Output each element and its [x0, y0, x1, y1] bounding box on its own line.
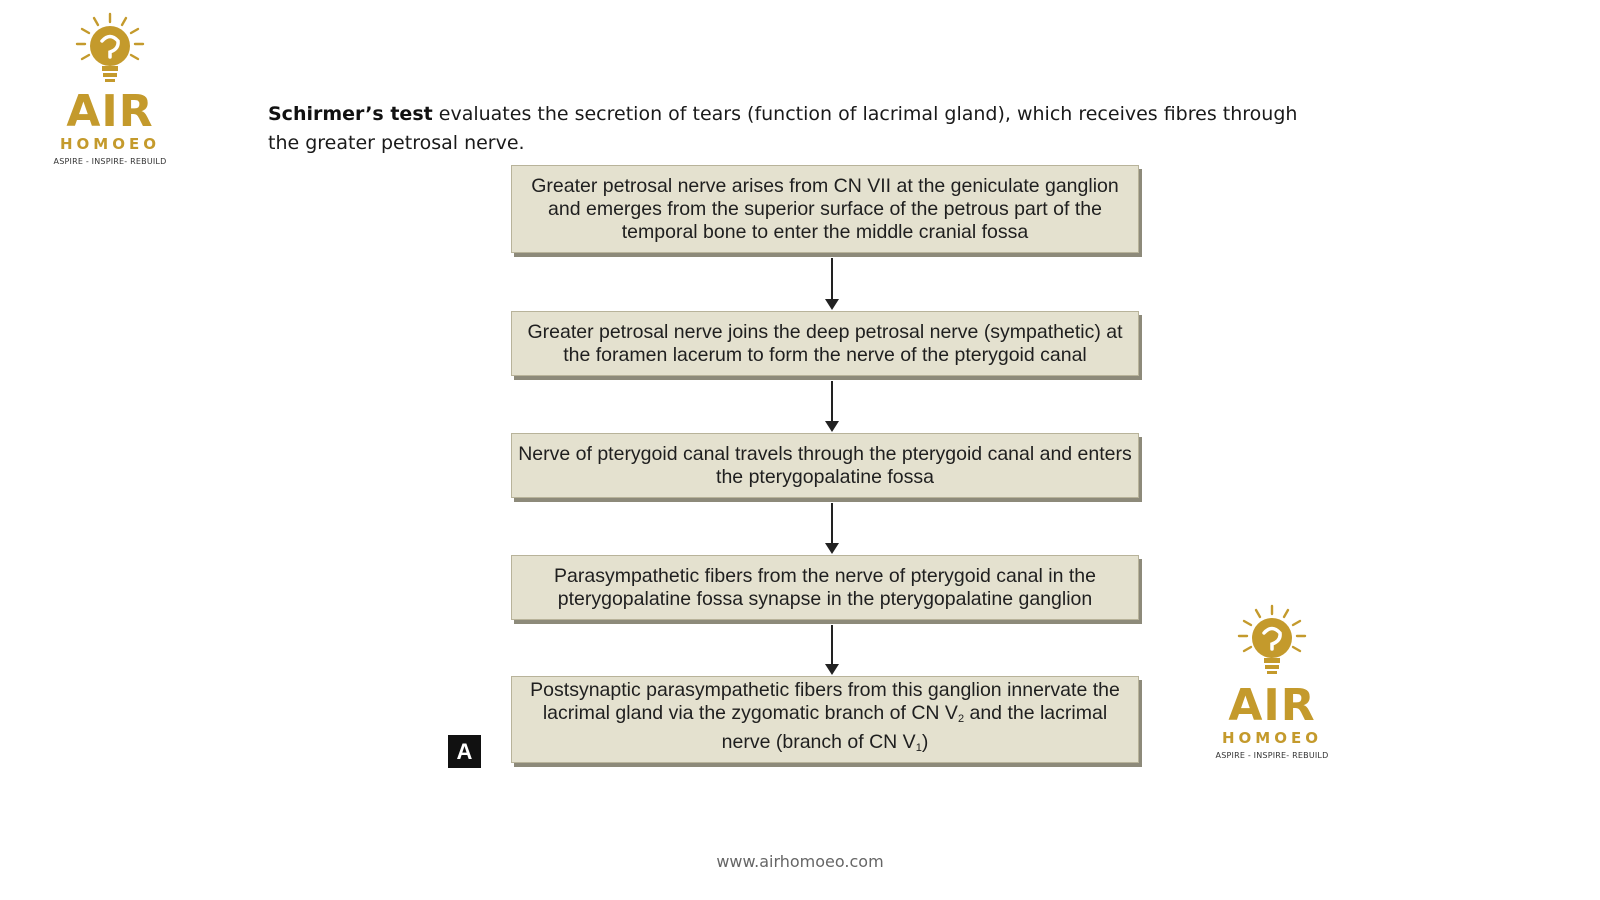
intro-paragraph	[268, 100, 1328, 158]
brand-tagline: ASPIRE - INSPIRE- REBUILD	[1215, 751, 1329, 760]
flow-step-5	[511, 676, 1139, 763]
flow-step-5-part1: Postsynaptic parasympathetic fibers from this ganglion innervate the lacrimal gland via the zygomatic branch of CN V	[530, 679, 1120, 724]
down-arrow-icon	[831, 258, 833, 308]
footer-url: www.airhomoeo.com	[716, 852, 884, 871]
brand-name: AIR	[1228, 680, 1316, 731]
flow-step-5-text	[518, 679, 1132, 760]
intro-bold-term: Schirmer’s test	[268, 103, 433, 125]
down-arrow-icon	[831, 625, 833, 673]
flow-step-5-sub2: 1	[915, 742, 922, 754]
brand-name: AIR	[66, 86, 154, 137]
flow-step-5-part3: )	[921, 731, 929, 753]
flow-step-3: Nerve of pterygoid canal travels through the pterygoid canal and enters the pterygopalatine fossa	[511, 433, 1139, 498]
panel-label: A	[448, 735, 481, 768]
flow-step-5-sub1: 2	[957, 713, 965, 725]
brand-sub: HOMOEO	[60, 135, 160, 153]
flow-step-4: Parasympathetic fibers from the nerve of pterygoid canal in the pterygopalatine fossa synapse in the pterygopalatine ganglion	[511, 555, 1139, 620]
flow-step-5-part2: and the lacrimal nerve (branch of CN V	[721, 702, 1108, 753]
brand-sub: HOMOEO	[1222, 729, 1322, 747]
down-arrow-icon	[831, 381, 833, 430]
lightbulb-icon	[1234, 604, 1310, 686]
brand-tagline: ASPIRE - INSPIRE- REBUILD	[53, 157, 167, 166]
lightbulb-icon	[72, 12, 148, 94]
flow-step-2: Greater petrosal nerve joins the deep petrosal nerve (sympathetic) at the foramen lacerum to form the nerve of the pterygoid canal	[511, 311, 1139, 376]
brand-logo-top	[40, 12, 180, 172]
intro-text: evaluates the secretion of tears (function of lacrimal gland), which receives fibres through the greater petrosal nerve.	[268, 103, 1298, 154]
brand-logo-bottom	[1202, 604, 1342, 764]
flow-step-1: Greater petrosal nerve arises from CN VII at the geniculate ganglion and emerges from the superior surface of the petrous part of the temporal bone to enter the middle cranial fossa	[511, 165, 1139, 253]
down-arrow-icon	[831, 503, 833, 552]
